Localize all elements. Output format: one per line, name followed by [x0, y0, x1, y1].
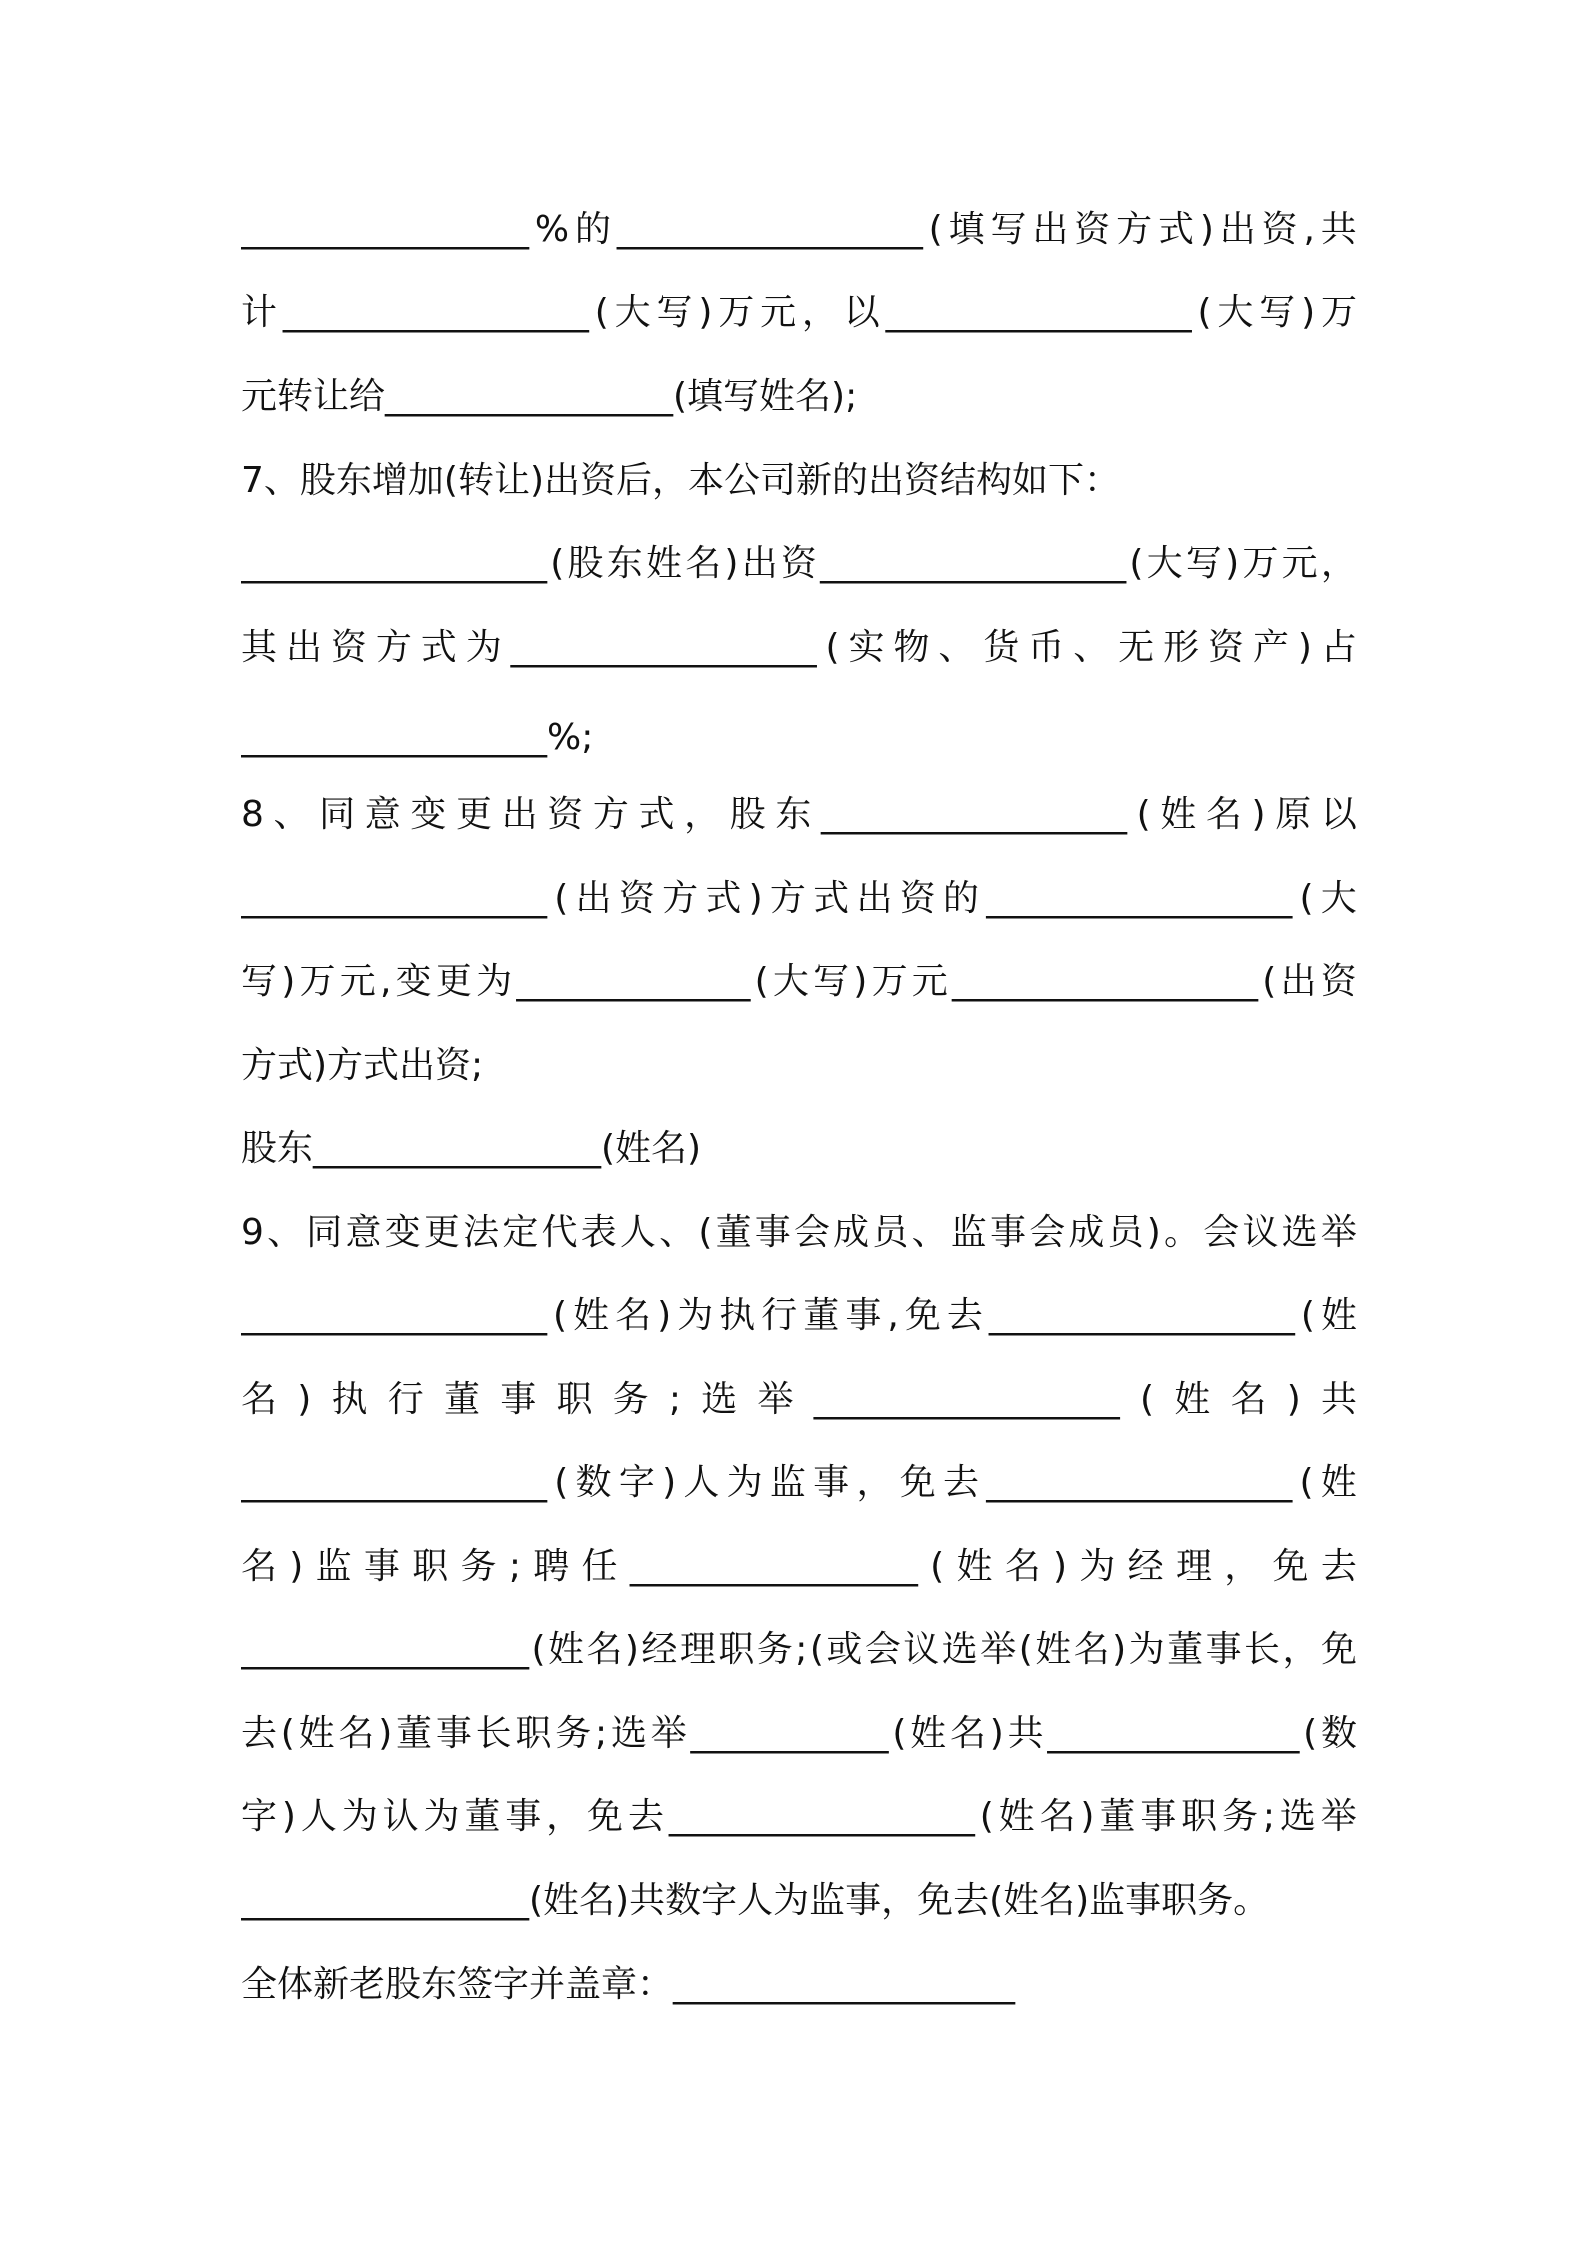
- text-line-18: ________________ ( 姓 名 ) 经 理 职 务 ; ( 或 会 议 选 举 ( 姓 名 ) 为 董 事 长 ， 免: [241, 1629, 1357, 1670]
- text-line-7: _________________%;: [241, 717, 594, 758]
- text-line-5: _________________ ( 股 东 姓 名 ) 出 资 _________________ ( 大 写 ) 万 元 ，: [241, 543, 1357, 584]
- text-line-2: 计 _________________ ( 大 写 ) 万 元 ， 以 _________________ ( 大 写 ) 万: [241, 292, 1357, 333]
- text-line-1: ________________ % 的 _________________ ( 填 写 出 资 方 式 ) 出 资 , 共: [241, 209, 1357, 250]
- text-line-6: 其 出 资 方 式 为 _________________ ( 实 物 、 货 币 、 无 形 资 产 ) 占: [241, 627, 1357, 668]
- signature-line: 全体新老股东签字并盖章：___________________: [241, 1964, 1016, 2005]
- text-line-19: 去 ( 姓 名 ) 董 事 长 职 务 ; 选 举 ___________ ( 姓 名 ) 共 ______________ ( 数: [241, 1713, 1357, 1754]
- text-line-12: 股东________________(姓名): [241, 1128, 702, 1169]
- text-line-21: ________________(姓名)共数字人为监事，免去(姓名)监事职务。: [241, 1880, 1270, 1921]
- text-line-9: _________________ ( 出 资 方 式 ) 方 式 出 资 的 _________________ ( 大: [241, 878, 1357, 919]
- text-line-16: _________________ ( 数 字 ) 人 为 监 事 ， 免 去 _________________ ( 姓: [241, 1462, 1357, 1503]
- text-line-17: 名 ) 监 事 职 务 ; 聘 任 ________________ ( 姓 名 ) 为 经 理 ， 免 去: [241, 1546, 1357, 1587]
- text-line-4: 7、股东增加(转让)出资后，本公司新的出资结构如下：: [241, 460, 1120, 501]
- text-line-20: 字 ) 人 为 认 为 董 事 ， 免 去 _________________ ( 姓 名 ) 董 事 职 务 ; 选 举: [241, 1796, 1357, 1837]
- text-line-11: 方式)方式出资;: [241, 1045, 484, 1086]
- text-line-8: 8 、 同 意 变 更 出 资 方 式 ， 股 东 _________________ ( 姓 名 ) 原 以: [241, 794, 1357, 835]
- text-line-3: 元转让给________________(填写姓名);: [241, 376, 858, 417]
- text-line-15: 名 ) 执 行 董 事 职 务 ; 选 举 _________________ ( 姓 名 ) 共: [241, 1379, 1357, 1420]
- text-line-13: 9 、 同 意 变 更 法 定 代 表 人 、 ( 董 事 会 成 员 、 监 事 会 成 员 ) 。 会 议 选 举: [241, 1212, 1357, 1253]
- text-line-14: _________________ ( 姓 名 ) 为 执 行 董 事 , 免 去 _________________ ( 姓: [241, 1295, 1357, 1336]
- text-line-10: 写 ) 万 元 , 变 更 为 _____________ ( 大 写 ) 万 元 _________________ ( 出 资: [241, 961, 1357, 1002]
